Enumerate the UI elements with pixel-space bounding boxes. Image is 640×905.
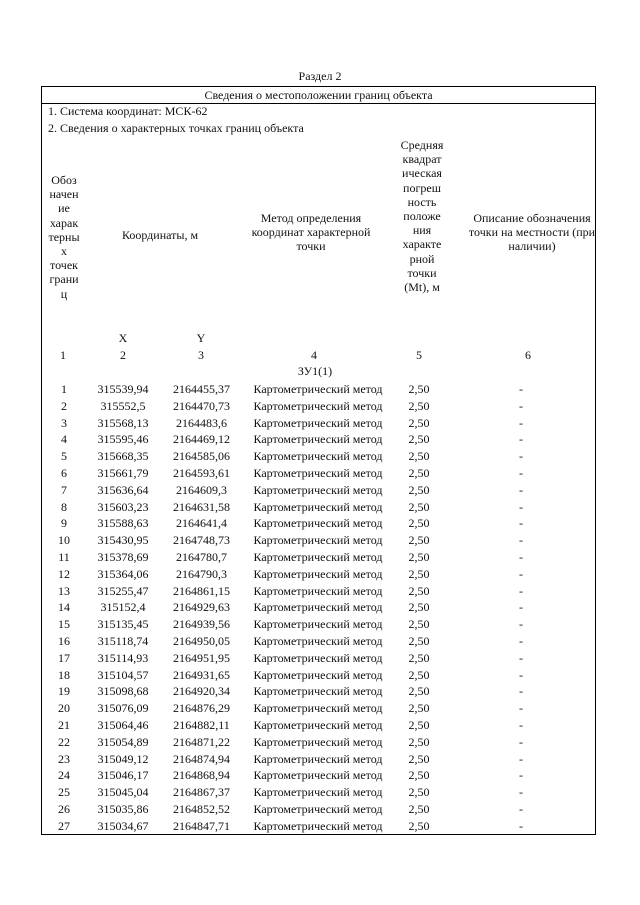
method: Картометрический метод [253, 633, 383, 648]
coord-x: 315364,06 [97, 566, 149, 581]
description: - [519, 398, 523, 413]
table-row [41, 532, 596, 549]
coord-x: 315603,23 [97, 499, 149, 514]
coord-x: 315034,67 [97, 818, 149, 833]
coord-y: 2164882,11 [173, 717, 230, 732]
accuracy: 2,50 [408, 717, 430, 732]
accuracy: 2,50 [408, 583, 430, 598]
boundary-points-table [41, 381, 596, 835]
method: Картометрический метод [253, 499, 383, 514]
method: Картометрический метод [253, 684, 383, 699]
point-number: 27 [58, 818, 70, 833]
method: Картометрический метод [253, 667, 383, 682]
description: - [519, 751, 523, 766]
table-row [41, 734, 596, 751]
coord-x: 315098,68 [97, 684, 149, 699]
point-number: 1 [61, 382, 67, 396]
coord-x: 315046,17 [97, 768, 149, 783]
method: Картометрический метод [253, 516, 383, 531]
table-row [41, 415, 596, 432]
accuracy: 2,50 [408, 617, 430, 632]
method: Картометрический метод [253, 398, 383, 413]
coord-x: 315539,94 [97, 382, 149, 396]
coord-x: 315661,79 [97, 465, 149, 480]
accuracy: 2,50 [408, 701, 430, 716]
coord-x: 315152,4 [100, 600, 146, 615]
coord-x: 315552,5 [100, 398, 146, 413]
table-row [41, 767, 596, 784]
accuracy: 2,50 [408, 684, 430, 699]
header-line: Описание обозначения [473, 211, 591, 225]
point-number: 22 [58, 734, 70, 749]
col-number-1: 1 [60, 348, 66, 362]
coord-x: 315049,12 [97, 751, 149, 766]
accuracy: 2,50 [408, 415, 430, 430]
coord-y: 2164951,95 [173, 650, 230, 665]
point-number: 11 [58, 549, 70, 564]
description: - [519, 734, 523, 749]
header-line: характе [402, 237, 442, 252]
method: Картометрический метод [253, 465, 383, 480]
accuracy: 2,50 [408, 734, 430, 749]
coord-x: 315255,47 [97, 583, 149, 598]
header-line: точек [50, 258, 78, 273]
point-number: 18 [58, 667, 70, 682]
header-line: точки [407, 265, 437, 280]
header-line: погреш [403, 180, 441, 195]
accuracy: 2,50 [408, 549, 430, 564]
coord-x: 315064,46 [97, 717, 149, 732]
point-number: 21 [58, 717, 70, 732]
header-line: координат характерной [251, 225, 371, 240]
description: - [519, 650, 523, 665]
point-number: 19 [58, 684, 70, 699]
header-y: Y [196, 331, 206, 345]
accuracy: 2,50 [408, 801, 430, 816]
method: Картометрический метод [253, 734, 383, 749]
coord-y: 2164871,22 [173, 734, 230, 749]
coordinate-system-line: 1. Система координат: МСК-62 [48, 104, 208, 118]
coord-y: 2164861,15 [173, 583, 230, 598]
col-number-5: 5 [416, 348, 422, 362]
description: - [519, 667, 523, 682]
table-row [41, 381, 596, 398]
coord-y: 2164641,4 [176, 516, 227, 531]
description: - [519, 432, 523, 447]
method: Картометрический метод [253, 549, 383, 564]
method: Картометрический метод [253, 533, 383, 548]
header-line: ния [412, 223, 432, 238]
method: Картометрический метод [253, 768, 383, 783]
coord-x: 315118,74 [97, 633, 149, 648]
coord-x: 315114,93 [97, 650, 149, 665]
table-row [41, 650, 596, 667]
header-line: грани [49, 272, 79, 287]
point-number: 25 [58, 785, 70, 800]
coord-y: 2164929,63 [173, 600, 230, 615]
table-row [41, 751, 596, 768]
description: - [519, 549, 523, 564]
description: - [519, 415, 523, 430]
boundary-points-line: 2. Сведения о характерных точках границ объекта [48, 121, 304, 135]
header-x: X [118, 331, 128, 345]
accuracy: 2,50 [408, 533, 430, 548]
description: - [519, 785, 523, 800]
accuracy: 2,50 [408, 482, 430, 497]
accuracy: 2,50 [408, 768, 430, 783]
point-number: 3 [61, 415, 67, 430]
point-number: 10 [58, 533, 70, 548]
col-number-3: 3 [198, 348, 204, 362]
table-row [41, 818, 596, 835]
coord-x: 315595,46 [97, 432, 149, 447]
header-line: Метод определения [260, 211, 362, 225]
coord-y: 2164790,3 [176, 566, 227, 581]
coord-y: 2164931,65 [173, 667, 230, 682]
coord-x: 315076,09 [97, 701, 149, 716]
point-number: 8 [61, 499, 67, 514]
group-label: ЗУ1(1) [297, 364, 333, 378]
method: Картометрический метод [253, 751, 383, 766]
description: - [519, 533, 523, 548]
coord-y: 2164593,61 [173, 465, 230, 480]
header-coordinates: Координаты, м [121, 228, 199, 242]
header-line: х [61, 244, 67, 259]
section-title: Раздел 2 [298, 69, 342, 83]
table-row [41, 566, 596, 583]
table-row [41, 583, 596, 600]
header-line: Обоз [51, 173, 77, 187]
description: - [519, 684, 523, 699]
frame-title: Сведения о местоположении границ объекта [204, 88, 433, 102]
coord-x: 315430,95 [97, 533, 149, 548]
coord-y: 2164920,34 [173, 684, 230, 699]
header-line: положе [403, 209, 441, 224]
header-line: рной [409, 251, 435, 266]
coord-x: 315104,57 [97, 667, 149, 682]
description: - [519, 499, 523, 514]
point-number: 12 [58, 566, 70, 581]
table-row [41, 616, 596, 633]
coord-y: 2164874,94 [173, 751, 230, 766]
table-row [41, 801, 596, 818]
description: - [519, 566, 523, 581]
method: Картометрический метод [253, 818, 383, 833]
accuracy: 2,50 [408, 382, 430, 396]
coord-y: 2164847,71 [173, 818, 230, 833]
coord-y: 2164780,7 [176, 549, 227, 564]
point-number: 2 [61, 398, 67, 413]
point-number: 9 [61, 516, 67, 531]
col-number-2: 2 [120, 348, 126, 362]
coord-x: 315035,86 [97, 801, 149, 816]
coord-y: 2164748,73 [173, 533, 230, 548]
method: Картометрический метод [253, 432, 383, 447]
table-row [41, 465, 596, 482]
accuracy: 2,50 [408, 785, 430, 800]
point-number: 6 [61, 465, 67, 480]
method: Картометрический метод [253, 701, 383, 716]
method: Картометрический метод [253, 717, 383, 732]
method: Картометрический метод [253, 382, 383, 396]
header-line: точки [296, 239, 326, 254]
accuracy: 2,50 [408, 566, 430, 581]
description: - [519, 516, 523, 531]
description: - [519, 617, 523, 632]
coord-x: 315668,35 [97, 449, 149, 464]
header-line: ность [407, 194, 437, 209]
header-line: терны [48, 229, 80, 244]
coord-x: 315045,04 [97, 785, 149, 800]
coord-y: 2164455,37 [173, 382, 230, 396]
method: Картометрический метод [253, 801, 383, 816]
point-number: 4 [61, 432, 67, 447]
accuracy: 2,50 [408, 516, 430, 531]
description: - [519, 701, 523, 716]
header-line: начен [49, 187, 79, 202]
point-number: 16 [58, 633, 70, 648]
table-row [41, 515, 596, 532]
accuracy: 2,50 [408, 818, 430, 833]
accuracy: 2,50 [408, 499, 430, 514]
coord-y: 2164876,29 [173, 701, 230, 716]
point-number: 17 [58, 650, 70, 665]
header-line: харак [49, 215, 79, 230]
point-number: 24 [58, 768, 70, 783]
description: - [519, 801, 523, 816]
header-accuracy [389, 138, 455, 294]
header-col1 [46, 173, 82, 301]
col-number-6: 6 [525, 348, 531, 362]
table-row [41, 431, 596, 448]
point-number: 23 [58, 751, 70, 766]
description: - [519, 633, 523, 648]
point-number: 7 [61, 482, 67, 497]
method: Картометрический метод [253, 415, 383, 430]
table-row [41, 448, 596, 465]
header-line: точки на местности (при [468, 225, 596, 240]
header-line: ие [58, 201, 70, 216]
header-description [452, 211, 612, 254]
table-row [41, 700, 596, 717]
coord-y: 2164939,56 [173, 617, 230, 632]
header-line: ц [60, 286, 68, 301]
table-row [41, 784, 596, 801]
header-line: квадрат [402, 152, 442, 167]
method: Картометрический метод [253, 650, 383, 665]
point-number: 15 [58, 617, 70, 632]
coord-x: 315568,13 [97, 415, 149, 430]
description: - [519, 382, 523, 396]
coord-y: 2164585,06 [173, 449, 230, 464]
method: Картометрический метод [253, 785, 383, 800]
coord-x: 315135,45 [97, 617, 149, 632]
accuracy: 2,50 [408, 650, 430, 665]
description: - [519, 465, 523, 480]
table-row [41, 549, 596, 566]
table-row [41, 499, 596, 516]
method: Картометрический метод [253, 449, 383, 464]
col-number-4: 4 [311, 348, 317, 362]
table-row [41, 633, 596, 650]
point-number: 5 [61, 449, 67, 464]
coord-y: 2164483,6 [176, 415, 227, 430]
method: Картометрический метод [253, 482, 383, 497]
description: - [519, 583, 523, 598]
description: - [519, 482, 523, 497]
coord-y: 2164631,58 [173, 499, 230, 514]
coord-x: 315054,89 [97, 734, 149, 749]
table-row [41, 482, 596, 499]
table-row [41, 398, 596, 415]
coord-x: 315636,64 [97, 482, 149, 497]
header-line: наличии) [508, 239, 556, 254]
coord-x: 315378,69 [97, 549, 149, 564]
header-line: ическая [402, 166, 442, 181]
method: Картометрический метод [253, 566, 383, 581]
header-line: Средняя [400, 138, 444, 152]
point-number: 26 [58, 801, 70, 816]
point-number: 20 [58, 701, 70, 716]
point-number: 13 [58, 583, 70, 598]
coord-y: 2164470,73 [173, 398, 230, 413]
accuracy: 2,50 [408, 600, 430, 615]
header-method [236, 211, 386, 254]
accuracy: 2,50 [408, 398, 430, 413]
description: - [519, 600, 523, 615]
description: - [519, 717, 523, 732]
accuracy: 2,50 [408, 449, 430, 464]
accuracy: 2,50 [408, 751, 430, 766]
description: - [519, 818, 523, 833]
coord-y: 2164950,05 [173, 633, 230, 648]
coord-y: 2164852,52 [173, 801, 230, 816]
table-row [41, 599, 596, 616]
description: - [519, 768, 523, 783]
coord-y: 2164609,3 [176, 482, 227, 497]
table-row [41, 667, 596, 684]
description: - [519, 449, 523, 464]
coord-y: 2164469,12 [173, 432, 230, 447]
coord-y: 2164868,94 [173, 768, 230, 783]
point-number: 14 [58, 600, 70, 615]
accuracy: 2,50 [408, 432, 430, 447]
method: Картометрический метод [253, 600, 383, 615]
method: Картометрический метод [253, 617, 383, 632]
accuracy: 2,50 [408, 667, 430, 682]
header-line: (Mt), м [404, 280, 440, 295]
table-row [41, 717, 596, 734]
accuracy: 2,50 [408, 633, 430, 648]
accuracy: 2,50 [408, 465, 430, 480]
method: Картометрический метод [253, 583, 383, 598]
table-row [41, 683, 596, 700]
coord-x: 315588,63 [97, 516, 149, 531]
coord-y: 2164867,37 [173, 785, 230, 800]
